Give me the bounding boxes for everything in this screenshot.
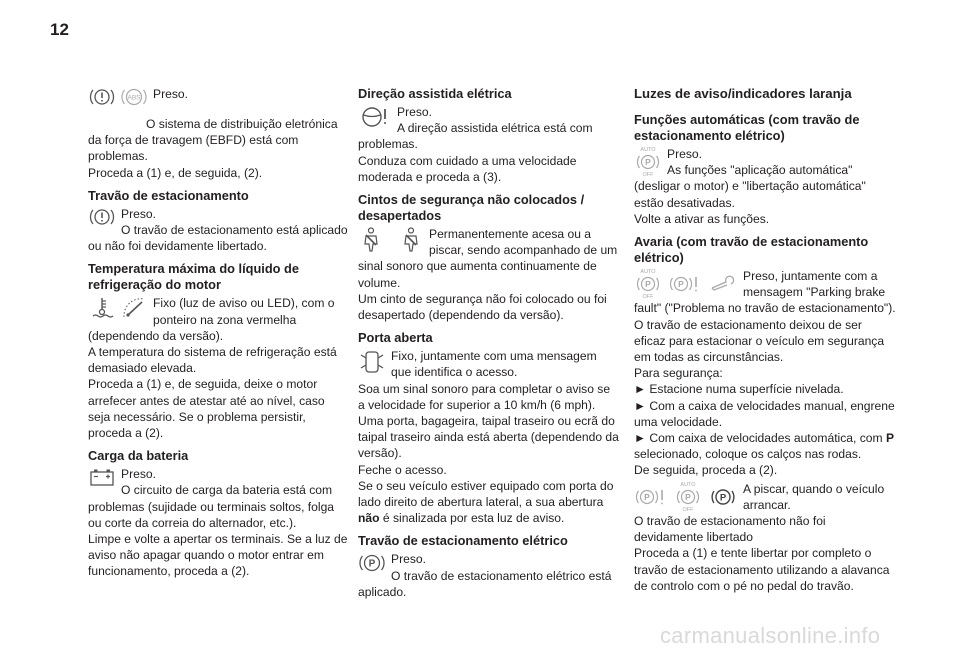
battery-desc: O circuito de carga da bateria está com problemas (sujidade ou terminais soltos, folga ou corte da correia do alternador, etc.). [88, 483, 335, 530]
battery-icon [88, 466, 116, 488]
brake-warning-icon [88, 206, 116, 228]
section-auto-functions [634, 146, 896, 227]
coolant-action: Proceda a (1) e, de seguida, deixe o motor arrefecer antes de atestar até ao nível, caso seja necessário. Se o problema persistir, proceda a (2). [88, 377, 325, 441]
section-door-open [358, 348, 620, 526]
abs-icon [120, 86, 148, 108]
parking-brake-icon [358, 551, 386, 575]
electric-parking-brake-icons [358, 551, 386, 581]
door-open-icon [358, 348, 386, 376]
not-released-action: Proceda a (1) e tente libertar por completo o travão de estacionamento utilizando a alavanca de controlo com o pé no pedal do travão. [634, 546, 890, 593]
power-steering-title: Direção assistida elétrica [358, 86, 512, 101]
fault-title: Avaria (com travão de estacionamento elétrico) [634, 234, 869, 266]
door-open-title: Porta aberta [358, 330, 433, 346]
svg-text:P: P [645, 157, 651, 167]
door-open-sound: Soa um sinal sonoro para completar o aviso se a velocidade for superior a 10 km/h (6 mph). [358, 381, 611, 412]
ebfd-action: Proceda a (1) e, de seguida, (2). [88, 165, 263, 180]
auto-off-parking-brake-icon [634, 146, 662, 178]
parking-brake-fault-icon [668, 268, 702, 300]
parking-brake-icon [708, 481, 738, 513]
temperature-gauge-icon [120, 295, 148, 321]
door-open-status: Fixo, juntamente com uma mensagem que identifica o acesso. [391, 349, 597, 380]
ebfd-icons [88, 86, 148, 116]
svg-text:OFF: OFF [642, 294, 654, 301]
coolant-title: Temperatura máxima do líquido de refrigeração do motor [88, 261, 299, 293]
fault-step-3-a: ► Com caixa de velocidades automática, com [634, 431, 886, 446]
seatbelt-icon [398, 226, 424, 254]
fault-step-3-bold: P [885, 431, 895, 446]
fault-safety-label: Para segurança: [634, 366, 723, 381]
auto-off-parking-brake-icon [634, 268, 662, 300]
seatbelt-desc: Um cinto de segurança não foi colocado ou foi desapertado (dependendo da versão). [358, 291, 607, 323]
power-steering-desc: A direção assistida elétrica está com problemas. [358, 121, 593, 152]
svg-text:P: P [645, 279, 651, 290]
power-steering-action: Conduza com cuidado a uma velocidade moderada e proceda a (3). [358, 153, 577, 184]
section-battery [88, 466, 348, 579]
page-number: 12 [50, 20, 69, 39]
auto-functions-action: Volte a ativar as funções. [634, 211, 770, 226]
off-text: OFF [642, 172, 654, 178]
battery-icons [88, 466, 116, 496]
door-open-note-a: Se o seu veículo estiver equipado com porta do lado direito de abertura lateral, a sua abertura [358, 478, 614, 510]
auto-functions-desc: As funções "aplicação automática" (desligar o motor) e "libertação automática" estão desativadas. [634, 163, 866, 210]
seatbelt-icon [358, 226, 384, 254]
coolant-icons [88, 295, 148, 325]
door-open-icons [358, 348, 386, 378]
steering-wheel-warning-icon [358, 104, 392, 130]
parking-brake-title: Travão de estacionamento [88, 187, 249, 203]
fault-then: De seguida, proceda a (2). [634, 463, 778, 478]
svg-text:P: P [368, 558, 376, 570]
battery-status: Preso. [121, 467, 156, 482]
door-open-note-bold: não [358, 511, 380, 526]
fault-status: Preso, juntamente com a mensagem "Parking brake fault" ("Problema no travão de estacionamento"). [634, 269, 896, 316]
section-fault [634, 268, 896, 479]
door-open-desc: Uma porta, bagageira, taipal traseiro ou ecrã do taipal traseiro ainda está aberta (dependendo da versão). [358, 414, 619, 461]
svg-text:P: P [678, 279, 684, 290]
section-seatbelt [358, 226, 620, 323]
seatbelt-title: Cintos de segurança não colocados / desapertados [358, 192, 585, 224]
fault-step-3 [634, 430, 896, 462]
fault-desc: O travão de estacionamento deixou de ser eficaz para estacionar o veículo em segurança em todas as circunstâncias. [634, 317, 885, 365]
parking-brake-icons [88, 206, 116, 236]
not-released-icons [634, 481, 738, 511]
section-power-steering [358, 104, 620, 185]
svg-text:P: P [719, 492, 727, 504]
coolant-temperature-icon [88, 295, 116, 321]
door-open-note-c: é sinalizada por esta luz de aviso. [379, 511, 565, 526]
electric-parking-brake-title: Travão de estacionamento elétrico [358, 533, 568, 549]
power-steering-icons [358, 104, 392, 134]
not-released-status: A piscar, quando o veículo arrancar. [743, 481, 885, 512]
section-ebfd [88, 86, 348, 181]
section-electric-parking-brake [358, 551, 620, 600]
brake-warning-icon [88, 86, 116, 108]
auto-functions-title: Funções automáticas (com travão de estacionamento elétrico) [634, 112, 860, 143]
svg-text:AUTO: AUTO [640, 269, 656, 276]
ebfd-desc: O sistema de distribuição eletrónica da força de travagem (EBFD) está com problemas. [88, 117, 338, 164]
column-1 [88, 86, 348, 580]
column-2 [358, 86, 620, 600]
seatbelt-status: Permanentemente acesa ou a piscar, sendo acompanhado de um sinal sonoro que aumenta continuamente de volume. [358, 227, 618, 290]
parking-brake-status: Preso. [121, 206, 156, 221]
battery-title: Carga da bateria [88, 448, 189, 464]
ebfd-status: Preso. [153, 87, 188, 101]
coolant-desc: A temperatura do sistema de refrigeração está demasiado elevada. [88, 345, 337, 376]
power-steering-status: Preso. [397, 105, 432, 119]
orange-lights-heading: Luzes de aviso/indicadores laranja [634, 86, 852, 101]
auto-functions-status: Preso. [667, 147, 702, 161]
section-not-released [634, 481, 896, 594]
parking-brake-fault-icon [634, 481, 668, 513]
abs-icon-text: ABS [127, 94, 141, 102]
svg-text:AUTO: AUTO [680, 481, 696, 488]
auto-functions-icons [634, 146, 662, 176]
wrench-icon [708, 268, 738, 300]
coolant-status: Fixo (luz de aviso ou LED), com o ponteiro na zona vermelha (dependendo da versão). [88, 296, 335, 343]
section-coolant [88, 295, 348, 441]
fault-step-3-c: selecionado, coloque os calços nas rodas. [634, 447, 862, 462]
column-3 [634, 86, 896, 594]
auto-off-parking-brake-icon [674, 481, 702, 513]
door-open-note [358, 478, 620, 527]
seatbelt-icons [358, 226, 424, 256]
fault-step-1: ► Estacione numa superfície nivelada. [634, 382, 844, 397]
not-released-desc: O travão de estacionamento não foi devidamente libertado [634, 514, 826, 545]
parking-brake-desc: O travão de estacionamento está aplicado ou não foi devidamente libertado. [88, 223, 348, 254]
battery-action: Limpe e volte a apertar os terminais. Se a luz de aviso não apagar quando o motor entrar em funcionamento, proceda a (2). [88, 532, 348, 579]
fault-step-2: ► Com a caixa de velocidades manual, engrene uma velocidade. [634, 398, 895, 429]
fault-icons [634, 268, 738, 301]
electric-parking-brake-desc: O travão de estacionamento elétrico está aplicado. [358, 568, 612, 599]
section-parking-brake [88, 206, 348, 255]
door-open-action: Feche o acesso. [358, 462, 447, 477]
electric-parking-brake-status: Preso. [391, 552, 426, 567]
svg-text:P: P [644, 491, 650, 502]
svg-text:OFF: OFF [682, 506, 694, 513]
auto-text: AUTO [640, 147, 656, 153]
svg-text:P: P [685, 491, 691, 502]
watermark: carmanualsonline.info [660, 623, 881, 648]
